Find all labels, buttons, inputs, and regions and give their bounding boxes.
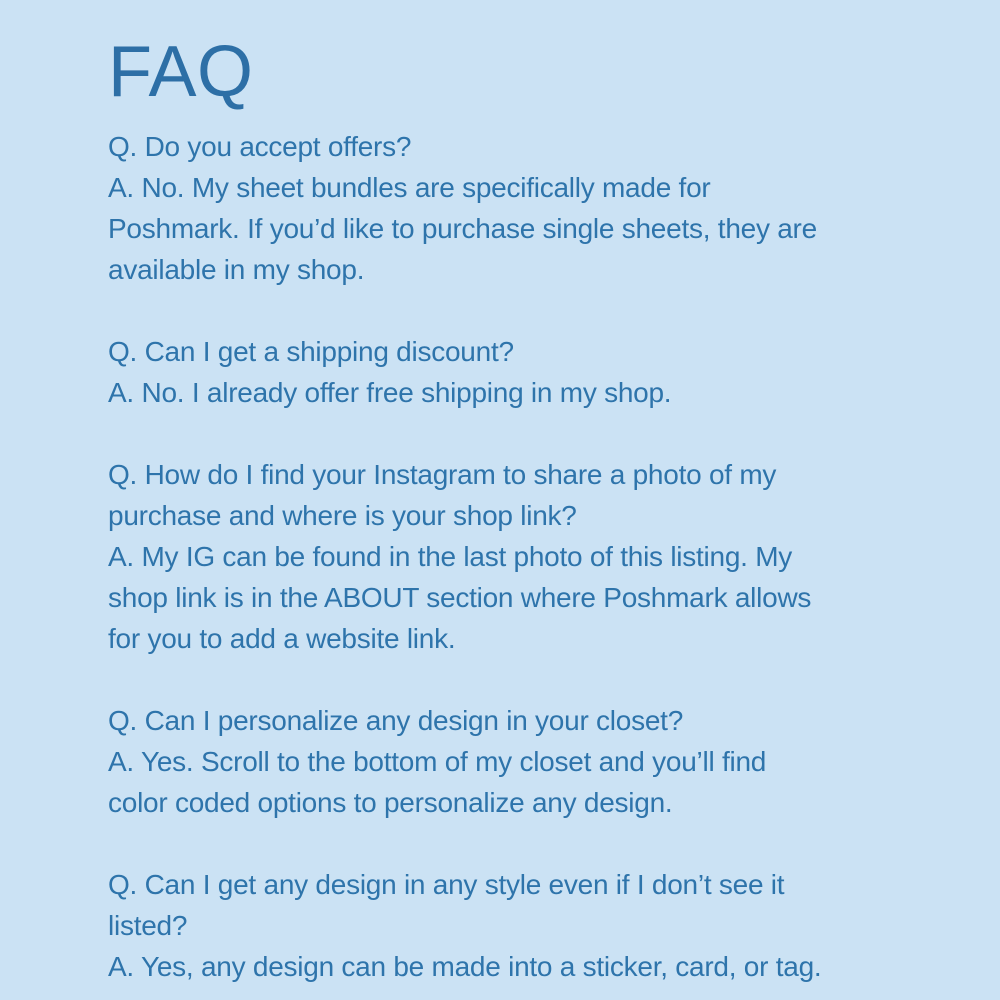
faq-item	[108, 454, 968, 659]
faq-answer-line: A. My IG can be found in the last photo of this listing. My	[108, 540, 793, 572]
faq-item	[108, 331, 968, 413]
faq-item	[108, 700, 968, 823]
faq-answer-line: A. No. I already offer free shipping in my shop.	[108, 376, 672, 408]
faq-answer-line: A. Yes. Scroll to the bottom of my closet and you’ll find	[108, 745, 767, 777]
faq-answer-line: A. Yes, any design can be made into a sticker, card, or tag.	[108, 950, 822, 982]
faq-item	[108, 126, 968, 290]
faq-answer-line: for you to add a website link.	[108, 622, 456, 654]
faq-item	[108, 864, 968, 987]
faq-answer-line: available in my shop.	[108, 253, 365, 285]
faq-question-line: listed?	[108, 909, 188, 941]
faq-answer-line: shop link is in the ABOUT section where Poshmark allows	[108, 581, 812, 613]
faq-question-line: Q. Can I get a shipping discount?	[108, 335, 514, 367]
faq-question-line: Q. Do you accept offers?	[108, 130, 412, 162]
page-title: FAQ	[108, 32, 254, 112]
faq-question-line: purchase and where is your shop link?	[108, 499, 577, 531]
faq-question-line: Q. Can I personalize any design in your closet?	[108, 704, 684, 736]
faq-question-line: Q. Can I get any design in any style even if I don’t see it	[108, 868, 785, 900]
faq-answer-line: A. No. My sheet bundles are specifically made for	[108, 171, 711, 203]
faq-answer-line: Poshmark. If you’d like to purchase single sheets, they are	[108, 212, 817, 244]
faq-content	[108, 34, 968, 987]
faq-question-line: Q. How do I find your Instagram to share a photo of my	[108, 458, 777, 490]
faq-answer-line: color coded options to personalize any design.	[108, 786, 673, 818]
